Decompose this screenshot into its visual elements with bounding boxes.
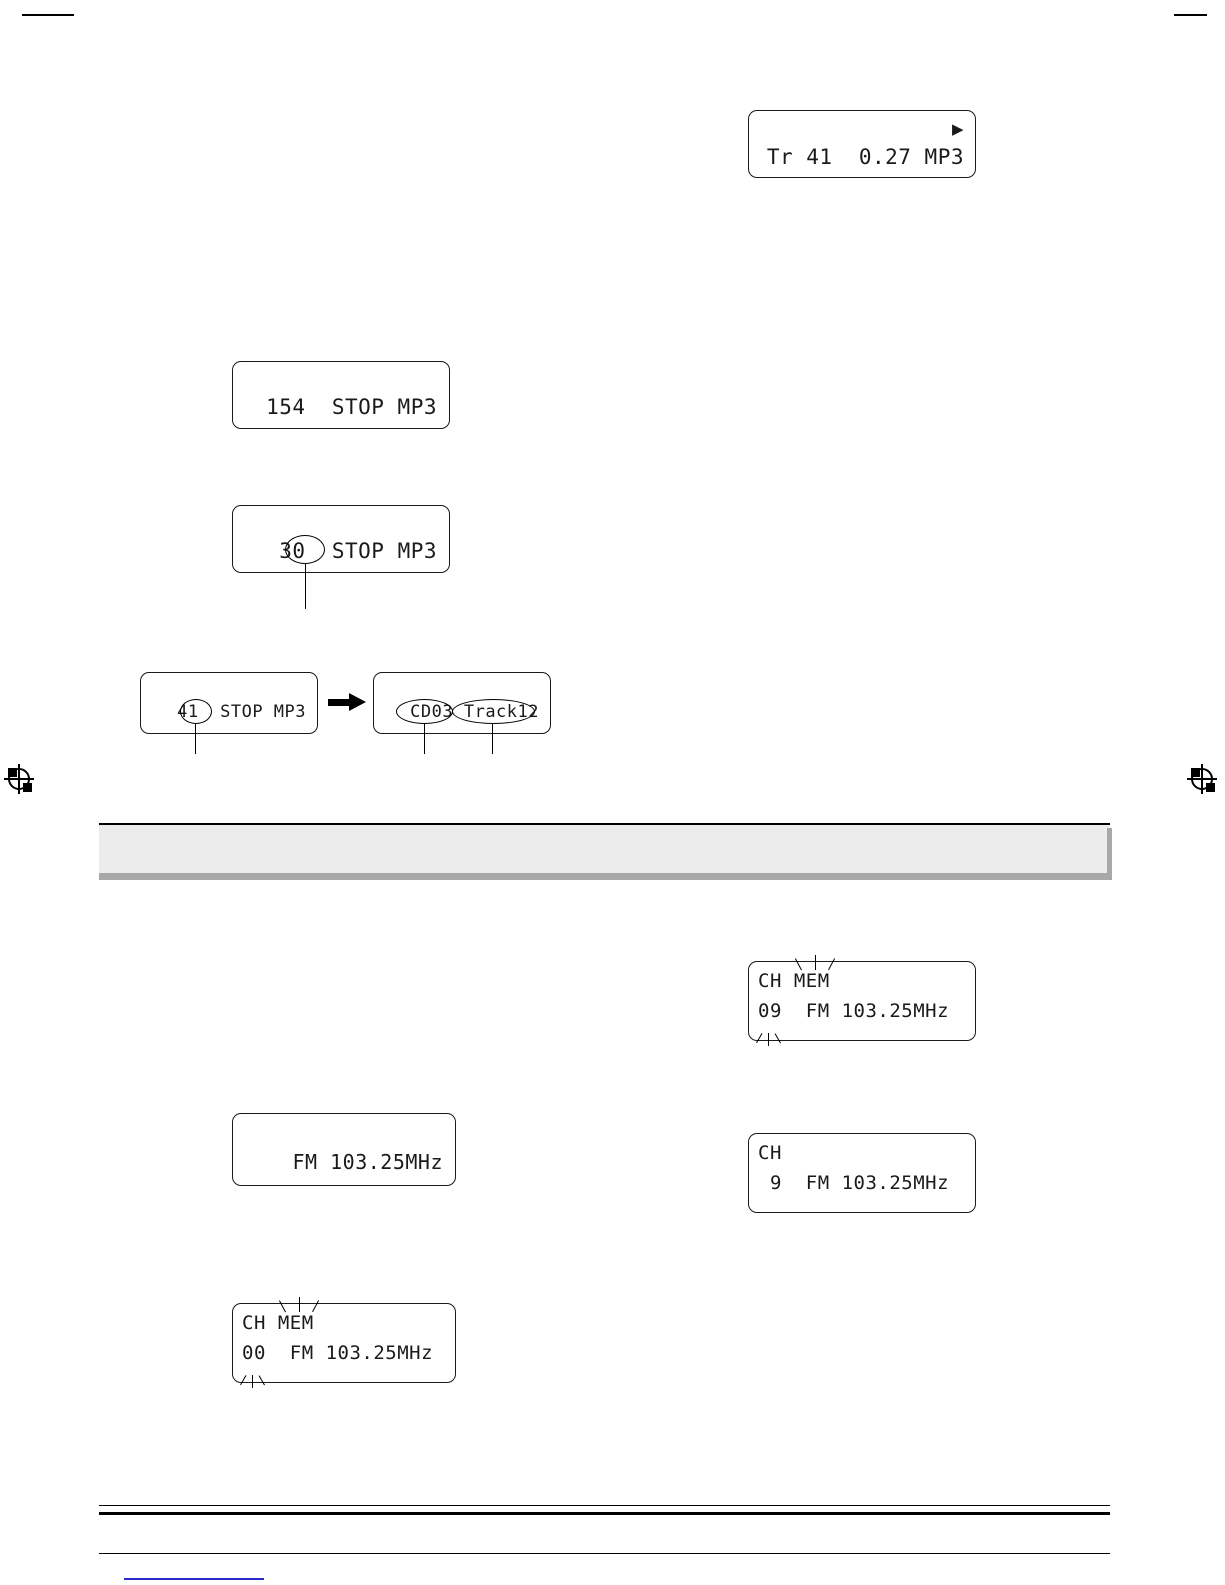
preset-blank-line1: CH MEM (242, 1312, 314, 1334)
preset-stored-blink-rays-top (795, 957, 835, 973)
crop-mark-top-left (22, 14, 74, 16)
crop-mark-top-right (1174, 14, 1207, 16)
footer-rule-bottom (99, 1553, 1110, 1554)
transition-arrow-shaft (328, 699, 350, 706)
preset-memory-stored-display (748, 961, 976, 1041)
tuner-frequency-text: FM 103.25MHz (292, 1150, 443, 1174)
track-select-display (140, 672, 318, 734)
folder-number-highlight (285, 535, 325, 564)
track-number-highlight (180, 699, 212, 724)
preset-blank-line2: 00 FM 103.25MHz (242, 1342, 434, 1364)
preset-memory-blank-display (232, 1303, 456, 1383)
tuner-frequency-display (232, 1113, 456, 1186)
folder-number-leader-line (305, 564, 306, 609)
section-band-shadow (99, 873, 1110, 880)
total-tracks-display (232, 361, 450, 429)
preset-recall-line2: 9 FM 103.25MHz (758, 1172, 950, 1194)
section-band-top-rule (99, 823, 1110, 825)
track-name-highlight (452, 699, 535, 724)
folder-select-display (232, 505, 450, 573)
track-number-leader-line (195, 724, 196, 754)
disc-name-highlight (396, 699, 453, 724)
registration-mark-right (1188, 765, 1218, 795)
footer-rule-thin (99, 1505, 1110, 1506)
track-name-text: CD03 Track12 (410, 702, 539, 722)
section-heading-band (99, 825, 1110, 873)
folder-select-text: 30 STOP MP3 (279, 539, 437, 563)
preset-stored-line2: 09 FM 103.25MHz (758, 1000, 950, 1022)
preset-recall-display (748, 1133, 976, 1213)
section-band-shadow-edge (1107, 828, 1112, 880)
transition-arrow-icon (349, 693, 366, 711)
footer-underline-mark (124, 1578, 264, 1580)
track-name-leader-line (492, 724, 493, 754)
preset-stored-line1: CH MEM (758, 970, 830, 992)
total-tracks-text: 154 STOP MP3 (266, 395, 437, 419)
preset-recall-line1: CH (758, 1142, 782, 1164)
preset-blank-blink-rays-top (279, 1299, 319, 1315)
preset-stored-blink-rays-bottom (752, 1030, 792, 1046)
footer-rule-thick (99, 1512, 1110, 1515)
preset-blank-blink-rays-bottom (236, 1372, 276, 1388)
track-select-text: 41 STOP MP3 (177, 702, 306, 722)
play-icon: ▶ (951, 120, 964, 138)
track-play-text: Tr 41 0.27 MP3 (766, 145, 964, 169)
track-play-display (748, 110, 976, 178)
registration-mark-left (5, 765, 35, 795)
disc-name-leader-line (424, 724, 425, 754)
